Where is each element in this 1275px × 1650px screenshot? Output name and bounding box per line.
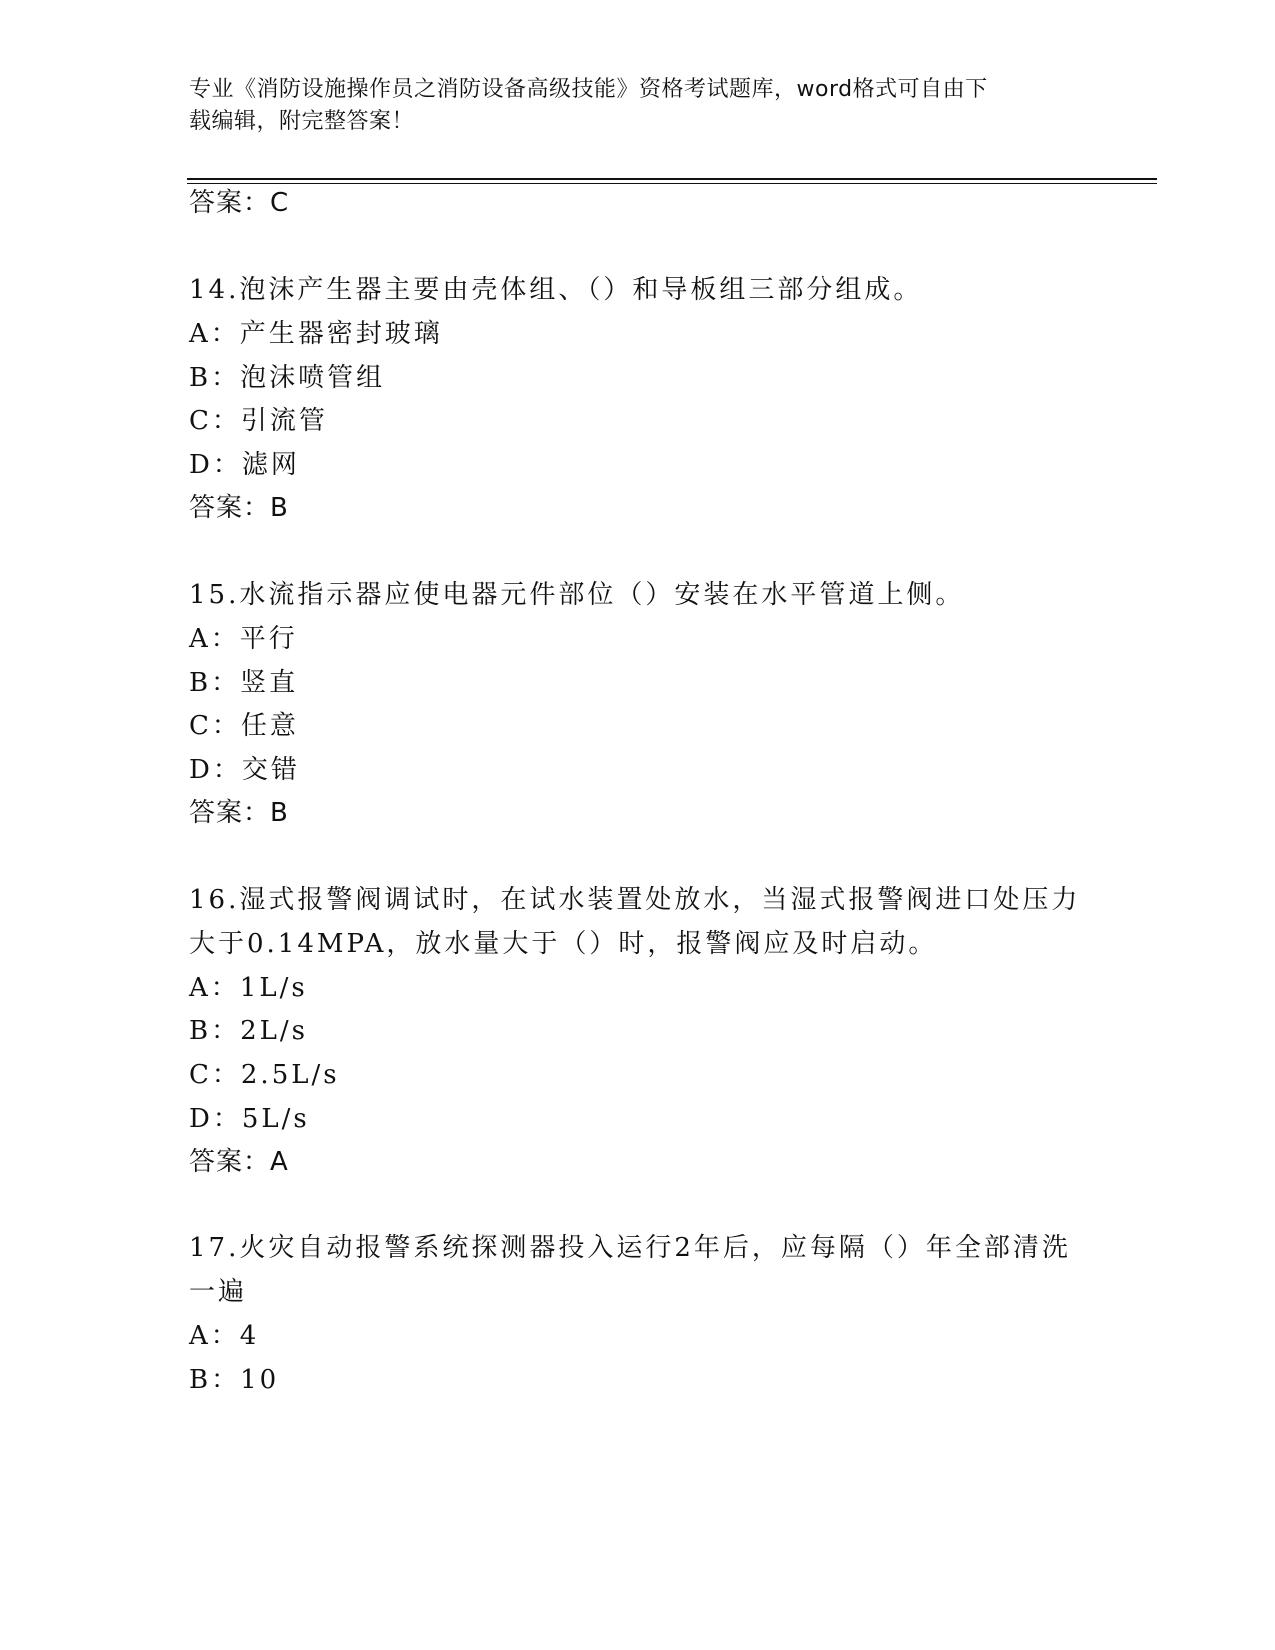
question-16-text-line-1: 16.湿式报警阀调试时，在试水装置处放水，当湿式报警阀进口处压力	[189, 885, 1081, 915]
answer-13: 答案：C	[189, 188, 290, 218]
header-divider-thick	[187, 178, 1157, 180]
question-14-option-a: A：产生器密封玻璃	[189, 319, 443, 349]
question-17-option-a: A：4	[189, 1321, 260, 1351]
question-16-option-c: C：2.5L/s	[189, 1060, 340, 1090]
question-16-option-d: D：5L/s	[189, 1104, 310, 1134]
header-line-1: 专业《消防设施操作员之消防设备高级技能》资格考试题库，word格式可自由下	[189, 77, 988, 102]
answer-16: 答案：A	[189, 1147, 289, 1177]
question-15-option-c: C：任意	[189, 711, 299, 741]
question-14-text: 14.泡沫产生器主要由壳体组、（）和导板组三部分组成。	[189, 275, 923, 305]
question-17-option-b: B：10	[189, 1365, 280, 1395]
question-16-option-b: B：2L/s	[189, 1016, 309, 1046]
question-17-text-line-1: 17.火灾自动报警系统探测器投入运行2年后，应每隔（）年全部清洗	[189, 1233, 1071, 1263]
question-14-option-b: B：泡沫喷管组	[189, 363, 386, 393]
question-16-text-line-2: 大于0.14MPA，放水量大于（）时，报警阀应及时启动。	[189, 929, 938, 959]
header-divider-thin	[187, 183, 1157, 184]
question-15-option-d: D：交错	[189, 755, 300, 785]
question-14-option-d: D：滤网	[189, 450, 300, 480]
question-17-text-line-2: 一遍	[189, 1277, 248, 1307]
question-15-text: 15.水流指示器应使电器元件部位（）安装在水平管道上侧。	[189, 580, 965, 610]
header-line-2: 载编辑，附完整答案！	[189, 109, 415, 134]
answer-14: 答案：B	[189, 493, 289, 523]
question-15-option-a: A：平行	[189, 624, 298, 654]
document-header	[189, 74, 1069, 138]
answer-15: 答案：B	[189, 798, 289, 828]
question-15-option-b: B：竖直	[189, 668, 299, 698]
question-16-option-a: A：1L/s	[189, 973, 308, 1003]
question-14-option-c: C：引流管	[189, 406, 328, 436]
